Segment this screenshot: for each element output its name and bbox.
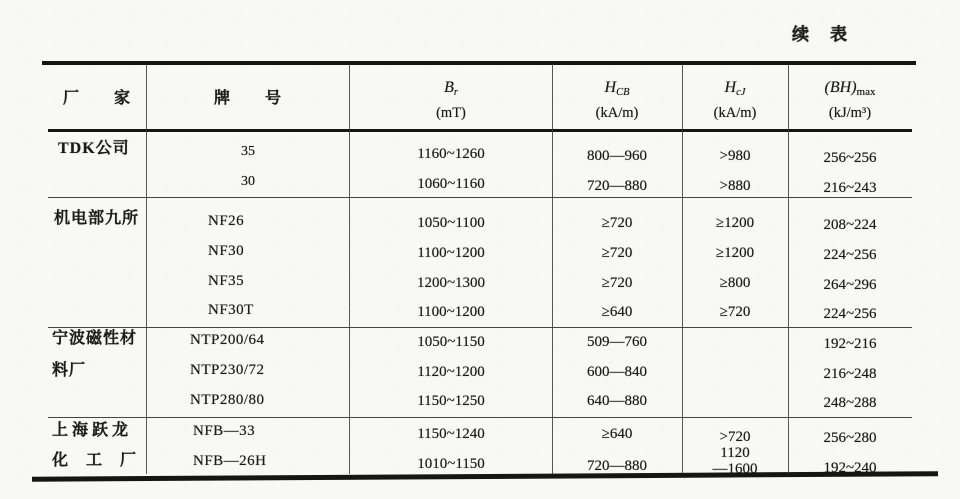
- cell-hcb: ≥640: [601, 304, 633, 320]
- br-symbol-main: B: [444, 79, 454, 96]
- cell-hcj-line1: 1120: [720, 445, 750, 461]
- cell-bhmax: 192~240: [823, 460, 877, 476]
- cell-hcj: >880: [719, 178, 751, 194]
- cell-bhmax: 256~256: [823, 150, 877, 166]
- cell-bhmax: 264~296: [823, 277, 877, 293]
- cell-grade: NFB—33: [193, 423, 256, 439]
- cell-br: 1100~1200: [417, 245, 485, 261]
- cell-hcj: >980: [719, 148, 751, 164]
- cell-hcb: ≥720: [601, 215, 633, 231]
- cell-bhmax: 224~256: [823, 306, 877, 322]
- rule-section-2: [48, 327, 912, 328]
- hcj-symbol-main: H: [724, 79, 737, 96]
- cell-bhmax: 248~288: [823, 395, 877, 411]
- cell-grade: NTP200/64: [190, 332, 265, 348]
- vline-hcb-hcj: [682, 64, 683, 474]
- cell-bhmax: 216~243: [823, 180, 877, 196]
- maker-ningbo-line2: 料厂: [52, 362, 87, 379]
- hcb-symbol-sub: CB: [616, 87, 630, 98]
- cell-hcb: 509—760: [587, 334, 647, 350]
- cell-hcj: ≥800: [719, 275, 751, 291]
- cell-grade: 30: [241, 174, 255, 189]
- cell-br: 1100~1200: [417, 304, 485, 320]
- rule-section-3: [48, 417, 912, 418]
- header-bhmax-symbol: [788, 78, 912, 102]
- cell-bhmax: 216~248: [823, 366, 877, 382]
- header-hcb-symbol: [552, 78, 682, 103]
- cell-hcj-line2: —1600: [712, 461, 758, 477]
- header-grade: 牌 号: [213, 90, 282, 107]
- maker-ningbo-line1: 宁波磁性材: [52, 330, 138, 347]
- hcj-symbol-sub: cJ: [736, 87, 746, 98]
- rule-section-1: [48, 197, 912, 198]
- cell-br: 1010~1150: [417, 456, 485, 472]
- cell-grade: NTP230/72: [190, 362, 265, 378]
- continued-table-label: 续 表: [792, 25, 849, 44]
- bhmax-symbol-main: (BH): [824, 79, 857, 96]
- cell-grade: NF26: [208, 213, 245, 229]
- cell-grade: NF30T: [208, 302, 254, 318]
- cell-grade: NF30: [208, 243, 245, 259]
- cell-grade: NTP280/80: [190, 392, 265, 408]
- cell-br: 1050~1100: [417, 215, 485, 231]
- maker-tdk: TDK公司: [58, 140, 130, 157]
- rule-header-bottom: [48, 129, 912, 132]
- cell-br: 1160~1260: [417, 146, 485, 162]
- cell-hcj: ≥720: [719, 304, 751, 320]
- header-hcj-symbol: [682, 78, 788, 103]
- header-hcb-unit: (kA/m): [595, 105, 639, 121]
- vline-factory-grade: [146, 64, 147, 474]
- cell-hcb: ≥640: [601, 426, 633, 442]
- cell-grade: NFB—26H: [193, 453, 267, 469]
- cell-hcj: ≥1200: [715, 245, 755, 261]
- cell-grade: 35: [241, 144, 255, 159]
- cell-hcb: 720—880: [587, 458, 647, 474]
- header-factory: 厂 家: [62, 90, 131, 107]
- cell-hcb: 720—880: [587, 178, 647, 194]
- cell-hcb: ≥720: [601, 245, 633, 261]
- header-br-symbol: [350, 78, 552, 103]
- vline-grade-br: [349, 64, 350, 474]
- cell-hcb: 600—840: [587, 364, 647, 380]
- cell-br: 1150~1240: [417, 426, 485, 442]
- header-bhmax-unit: (kJ/m³): [828, 105, 872, 121]
- cell-br: 1060~1160: [417, 176, 485, 192]
- vline-br-hcb: [552, 64, 553, 474]
- cell-br: 1120~1200: [417, 364, 485, 380]
- cell-br: 1200~1300: [416, 275, 486, 291]
- header-br-unit: (mT): [436, 105, 466, 121]
- maker-shanghai-line1: 上海跃龙: [52, 422, 133, 439]
- cell-hcj: ≥1200: [715, 215, 755, 231]
- header-hcj-unit: (kA/m): [713, 105, 757, 121]
- cell-grade: NF35: [208, 273, 245, 289]
- cell-bhmax: 208~224: [823, 217, 877, 233]
- maker-jidianbu: 机电部九所: [54, 210, 140, 227]
- cell-br: 1150~1250: [417, 393, 485, 409]
- cell-hcj: >720: [719, 429, 751, 445]
- hcb-symbol-main: H: [604, 79, 617, 96]
- rule-top: [42, 61, 916, 65]
- cell-bhmax: 256~280: [823, 430, 877, 446]
- cell-hcb: ≥720: [601, 275, 633, 291]
- cell-hcb: 640—880: [587, 393, 647, 409]
- cell-bhmax: 224~256: [823, 247, 877, 263]
- cell-br: 1050~1150: [417, 334, 485, 350]
- cell-hcb: 800—960: [587, 148, 647, 164]
- cell-bhmax: 192~216: [823, 336, 877, 352]
- maker-shanghai-line2: 化 工 厂: [52, 452, 138, 469]
- br-symbol-sub: r: [453, 87, 458, 98]
- bhmax-symbol-sub: max: [856, 86, 876, 98]
